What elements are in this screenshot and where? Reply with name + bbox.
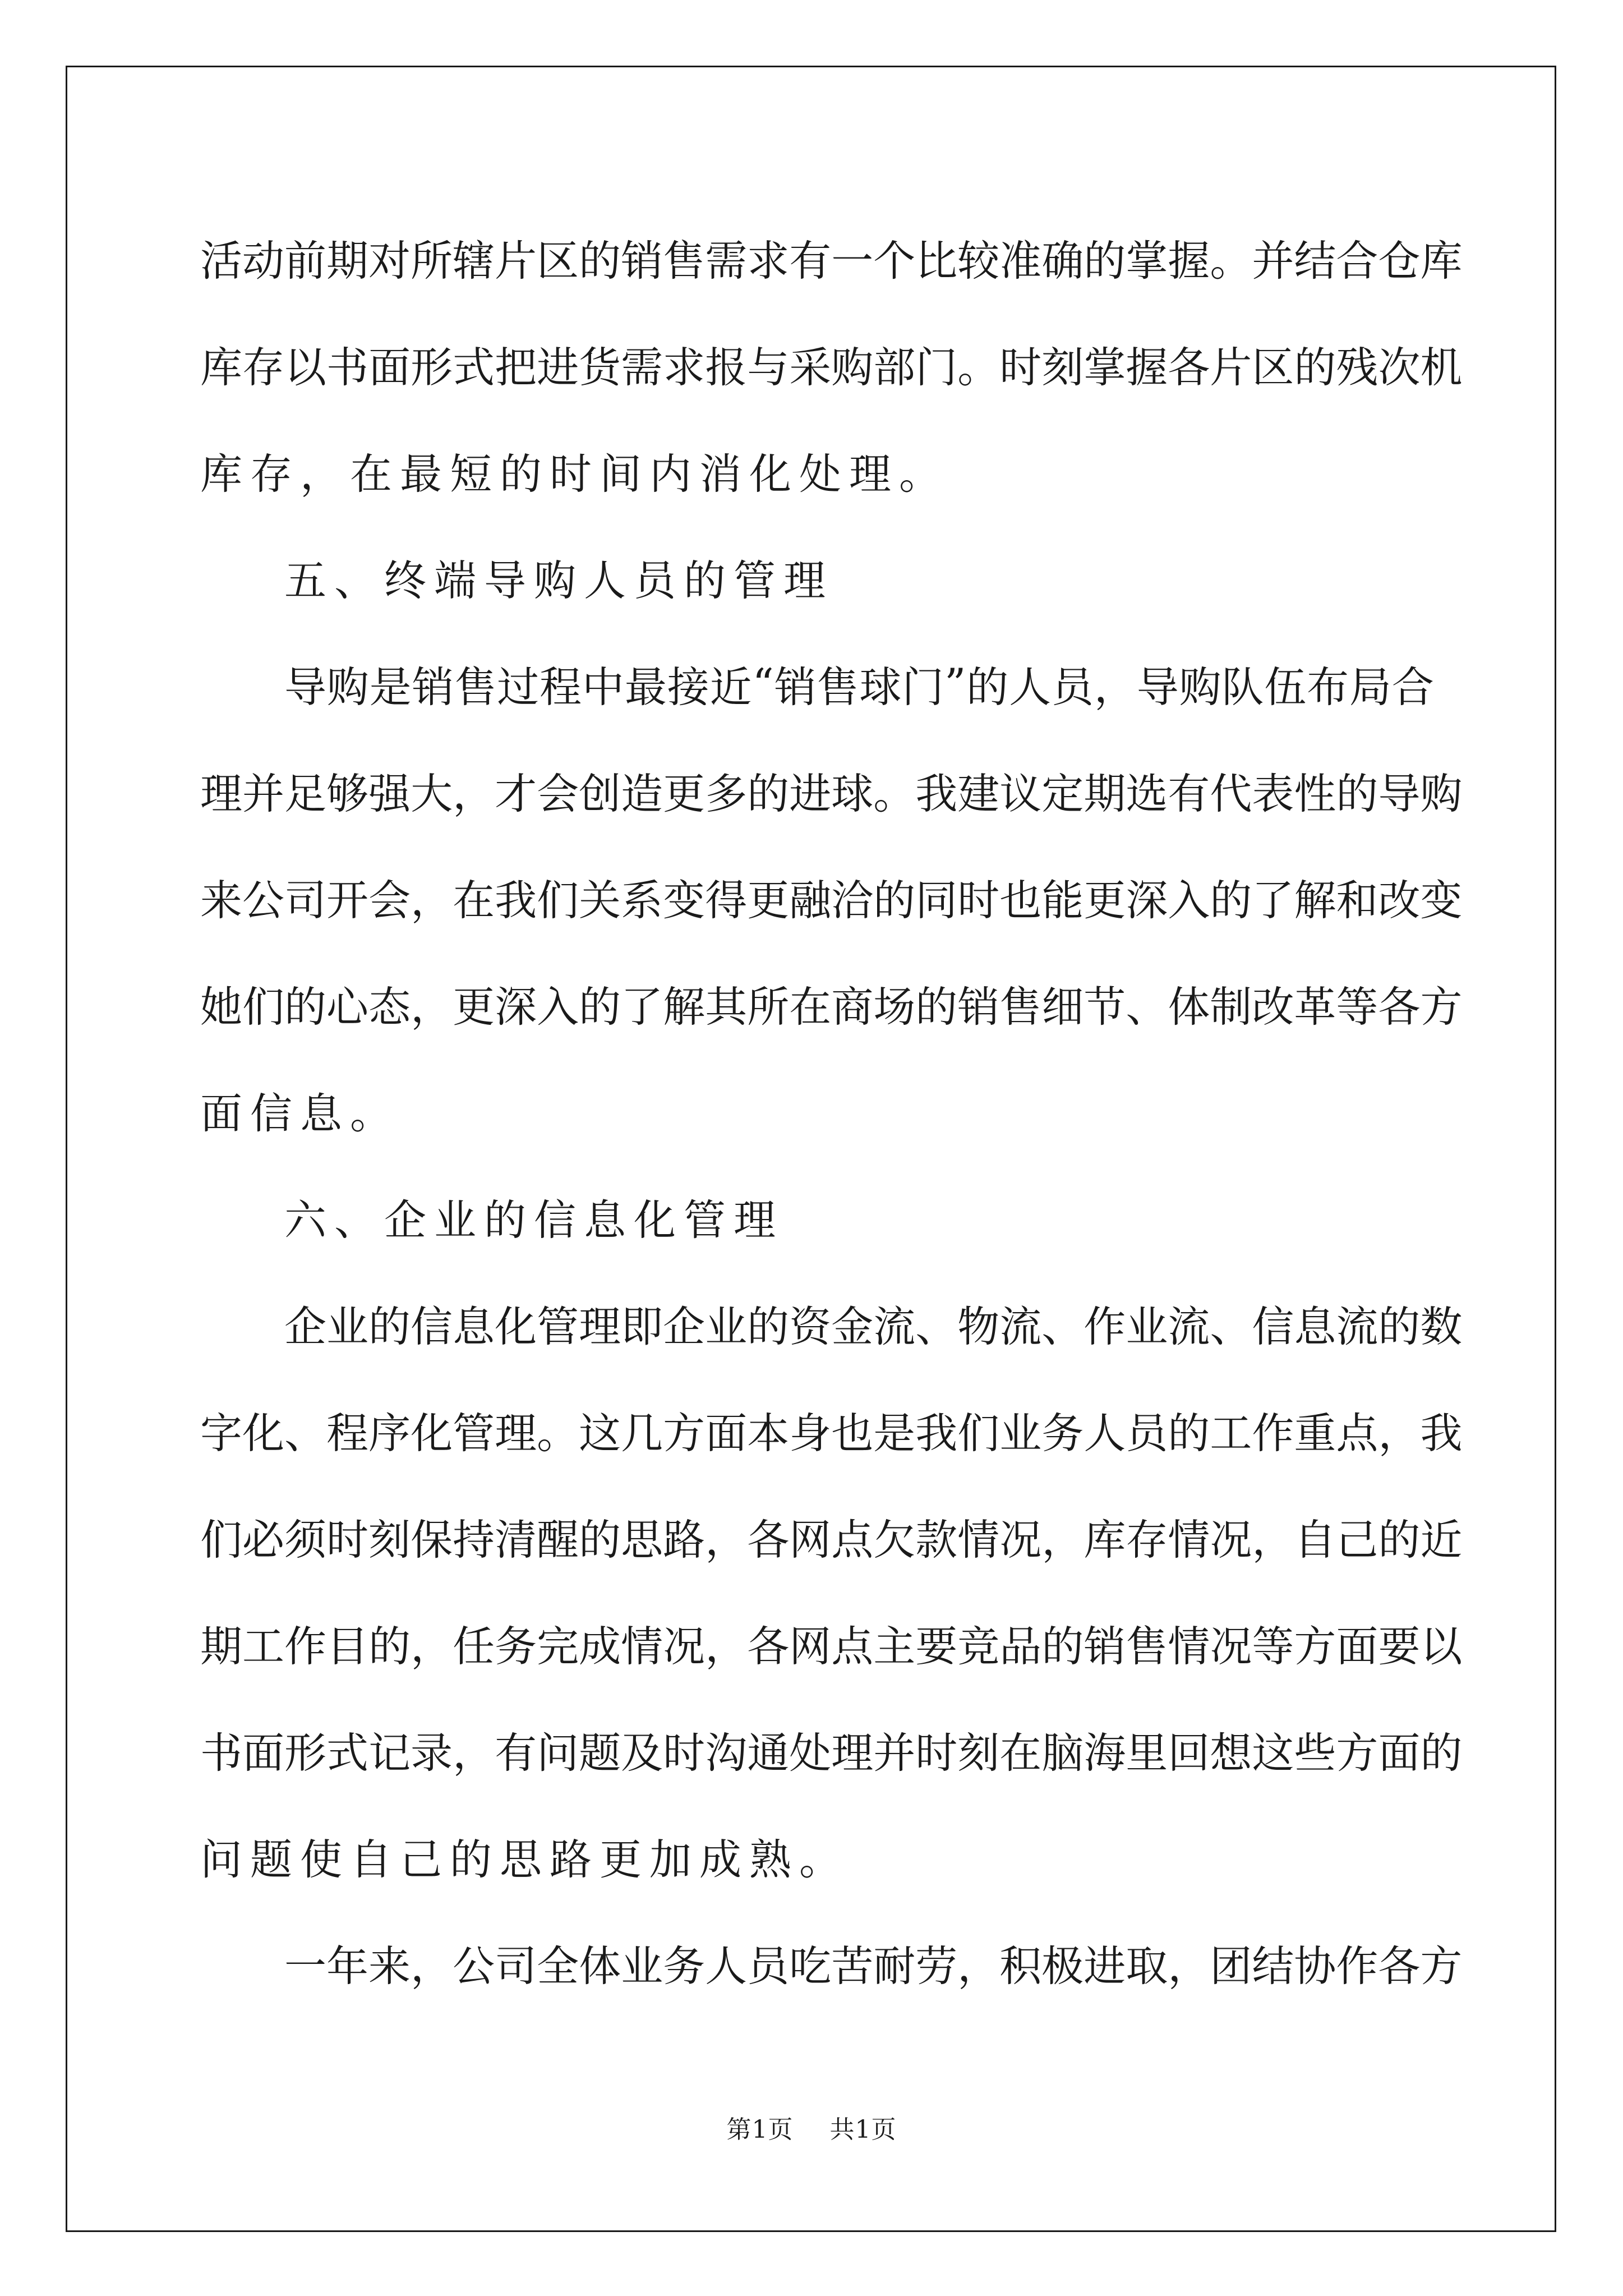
text-line: 导 购 是 销 售 过 程 中 最 接 近 “ 销 售 球 门 ” 的 人 员 ， 导 购 队 伍 布 局 合 xyxy=(284,659,1434,712)
text-line: 库存，在最短的时间内消化处理。 xyxy=(200,449,949,499)
document-body xyxy=(200,204,1463,2016)
text-line: 字 化 、 程 序 化 管 理 。 这 几 方 面 本 身 也 是 我 们 业 务 人 员 的 工 作 重 点 ， 我 xyxy=(200,1408,1463,1458)
text-line: 们 必 须 时 刻 保 持 清 醒 的 思 路 ， 各 网 点 欠 款 情 况 ， 库 存 情 况 ， 自 己 的 近 xyxy=(200,1515,1463,1565)
text-line: 面信息。 xyxy=(200,1088,400,1138)
text-line: 库 存 以 书 面 形 式 把 进 货 需 求 报 与 采 购 部 门 。 时 刻 掌 握 各 片 区 的 残 次 机 xyxy=(200,342,1463,392)
text-line: 来 公 司 开 会 ， 在 我 们 关 系 变 得 更 融 洽 的 同 时 也 能 更 深 入 的 了 解 和 改 变 xyxy=(200,875,1463,925)
text-line: 她 们 的 心 态 ， 更 深 入 的 了 解 其 所 在 商 场 的 销 售 细 节 、 体 制 改 革 等 各 方 xyxy=(200,982,1463,1032)
text-line: 企 业 的 信 息 化 管 理 即 企 业 的 资 金 流 、 物 流 、 作 业 流 、 信 息 流 的 数 xyxy=(284,1301,1463,1351)
text-line: 理 并 足 够 强 大 ， 才 会 创 造 更 多 的 进 球 。 我 建 议 定 期 选 有 代 表 性 的 导 购 xyxy=(200,769,1463,818)
text-line: 活 动 前 期 对 所 辖 片 区 的 销 售 需 求 有 一 个 比 较 准 确 的 掌 握 。 并 结 合 仓 库 xyxy=(200,236,1463,286)
text-line: 期 工 作 目 的 ， 任 务 完 成 情 况 ， 各 网 点 主 要 竞 品 的 销 售 情 况 等 方 面 要 以 xyxy=(200,1621,1463,1671)
section-heading: 六、企业的信息化管理 xyxy=(284,1195,784,1245)
text-line: 书 面 形 式 记 录 ， 有 问 题 及 时 沟 通 处 理 并 时 刻 在 脑 海 里 回 想 这 些 方 面 的 xyxy=(200,1728,1463,1778)
page-footer xyxy=(0,2109,1623,2145)
text-line: 问题使自己的思路更加成熟。 xyxy=(200,1834,850,1884)
page-total: 共1页 xyxy=(829,2115,897,2144)
text-line: 一 年 来 ， 公 司 全 体 业 务 人 员 吃 苦 耐 劳 ， 积 极 进 取 ， 团 结 协 作 各 方 xyxy=(284,1941,1463,1991)
page-number: 第1页 xyxy=(726,2115,794,2144)
section-heading: 五、终端导购人员的管理 xyxy=(284,555,834,605)
